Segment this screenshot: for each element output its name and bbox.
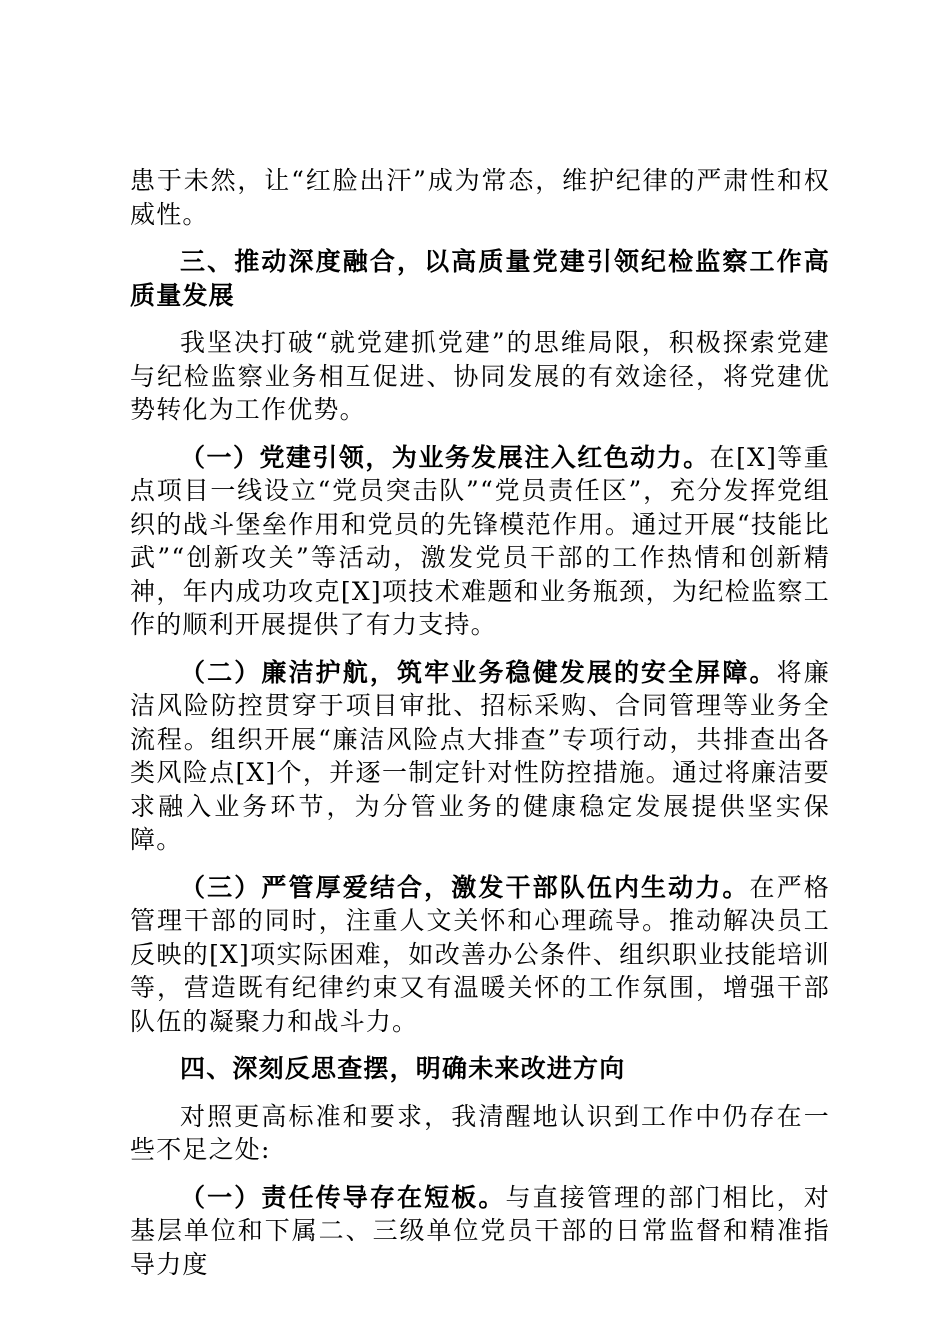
section-heading-4: 四、深刻反思查摆，明确未来改进方向 <box>180 1054 626 1083</box>
item-3-1-body: 在[X]等重点项目一线设立“党员突击队”“党员责任区”，充分发挥党组织的战斗堡垒作用和党员的先锋模范作用。通过开展“技能比武”“创新攻关”等活动，激发党员干部的工作热情和创新精神，年内成功攻克[X]项技术难题和业务瓶颈，为纪检监察工作的顺利开展提供了有力支持。 <box>130 442 830 639</box>
item-3-3 <box>130 871 830 1039</box>
document-page <box>130 164 830 1295</box>
item-4-1-body: 与直接管理的部门相比，对基层单位和下属二、三级单位党员干部的日常监督和精准指导力度 <box>130 1182 831 1279</box>
item-3-1 <box>130 441 830 642</box>
item-3-3-lead: （三）严管厚爱结合，激发干部队伍内生动力。 <box>180 872 750 902</box>
paragraph-intro-4: 对照更高标准和要求，我清醒地认识到工作中仍存在一些不足之处: <box>130 1101 830 1164</box>
item-4-1-lead: （一）责任传导存在短板。 <box>180 1182 506 1212</box>
item-3-2-lead: （二）廉洁护航，筑牢业务稳健发展的安全屏障。 <box>180 657 777 687</box>
item-3-3-body: 在严格管理干部的同时，注重人文关怀和心理疏导。推动解决员工反映的[X]项实际困难，如改善办公条件、组织职业技能培训等，营造既有纪律约束又有温暖关怀的工作氛围，增强干部队伍的凝聚力和战斗力。 <box>130 872 830 1036</box>
paragraph-intro-3: 我坚决打破“就党建抓党建”的思维局限，积极探索党建与纪检监察业务相互促进、协同发展的有效途径，将党建优势转化为工作优势。 <box>130 328 830 424</box>
item-4-1 <box>130 1181 830 1282</box>
item-3-2-body: 将廉洁风险防控贯穿于项目审批、招标采购、合同管理等业务全流程。组织开展“廉洁风险点大排查”专项行动，共排查出各类风险点[X]个，并逐一制定针对性防控措施。通过将廉洁要求融入业务环节，为分管业务的健康稳定发展提供坚实保障。 <box>130 657 830 854</box>
item-3-2 <box>130 656 830 857</box>
item-3-1-lead: （一）党建引领，为业务发展注入红色动力。 <box>180 442 710 472</box>
paragraph-continuation: 患于未然，让“红脸出汗”成为常态，维护纪律的严肃性和权威性。 <box>130 166 830 229</box>
section-heading-3: 三、推动深度融合，以高质量党建引领纪检监察工作高质量发展 <box>130 247 830 310</box>
